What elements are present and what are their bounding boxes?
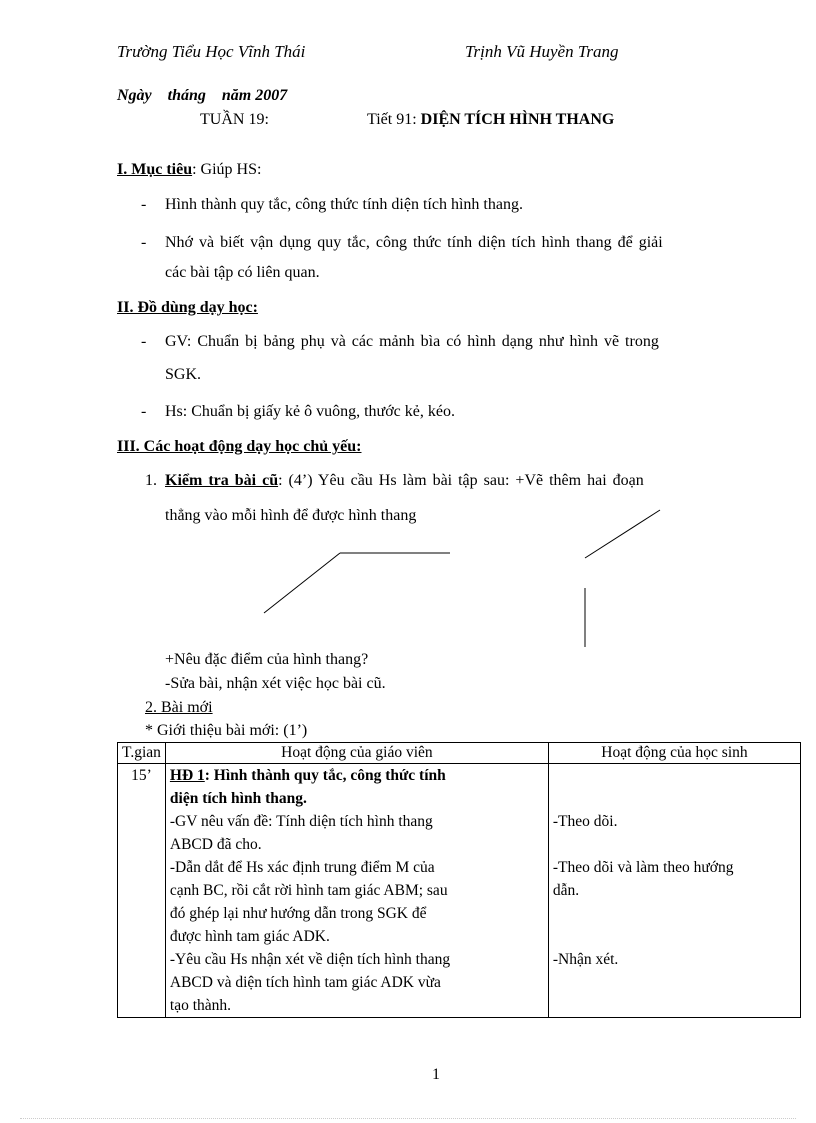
- lesson-prefix: Tiết 91:: [367, 111, 421, 128]
- teacher-line: được hình tam giác ADK.: [169, 928, 330, 945]
- school-name: Trường Tiểu Học Vĩnh Thái: [117, 42, 306, 61]
- objective-item: Nhớ và biết vận dụng quy tắc, công thức tính diện tích hình thang để giải: [165, 234, 663, 251]
- date-line: Ngày tháng năm 2007: [117, 87, 288, 104]
- section-3-heading: III. Các hoạt động dạy học chủ yếu:: [117, 438, 362, 455]
- teacher-line: -GV nêu vấn đề: Tính diện tích hình thang: [169, 813, 433, 830]
- student-line: -Theo dõi và làm theo hướng: [552, 859, 734, 876]
- activity-label: HĐ 1: [169, 767, 205, 784]
- teacher-name: Trịnh Vũ Huyền Trang: [465, 42, 619, 61]
- step-2-label: 2. Bài mới: [145, 699, 213, 716]
- material-item: GV: Chuẩn bị bảng phụ và các mảnh bìa có hình dạng như hình vẽ trong: [165, 333, 659, 350]
- table-row: [118, 764, 801, 1018]
- activity-title-1: : Hình thành quy tắc, công thức tính: [204, 767, 446, 784]
- material-item: Hs: Chuẩn bị giấy kẻ ô vuông, thước kẻ, kéo.: [165, 403, 455, 420]
- figure-1-slant-segment: [264, 553, 340, 613]
- teacher-line: tạo thành.: [169, 997, 232, 1014]
- objective-item-cont: các bài tập có liên quan.: [165, 264, 320, 281]
- teacher-line: cạnh BC, rồi cắt rời hình tam giác ABM; sau: [169, 882, 448, 899]
- step-1-text-cont: thẳng vào mỗi hình để được hình thang: [165, 507, 417, 524]
- header-student-activity: Hoạt động của học sinh: [548, 743, 800, 764]
- section-2-heading: II. Đồ dùng dạy học:: [117, 299, 258, 316]
- bullet-dash: -: [141, 333, 147, 350]
- bullet-dash: -: [141, 234, 147, 251]
- page-bottom-divider: [20, 1118, 796, 1119]
- lesson-plan-table: [117, 742, 801, 1018]
- activity-title: [170, 764, 544, 787]
- teacher-line: ABCD đã cho.: [169, 836, 262, 853]
- lesson-name: DIỆN TÍCH HÌNH THANG: [420, 111, 615, 128]
- figure-2-slant-segment: [585, 510, 660, 558]
- step-1-label: Kiểm tra bài cũ: [165, 472, 279, 489]
- review-text: -Sửa bài, nhận xét việc học bài cũ.: [165, 675, 386, 692]
- page-number: 1: [432, 1066, 440, 1083]
- student-activity-cell: [548, 764, 800, 1018]
- teacher-line: ABCD và diện tích hình tam giác ADK vừa: [169, 974, 441, 991]
- table-header-row: [118, 743, 801, 764]
- teacher-activity-cell: [165, 764, 548, 1018]
- step-1-number: 1.: [145, 472, 157, 489]
- header-time: T.gian: [118, 743, 166, 764]
- time-cell: 15’: [118, 764, 166, 1018]
- step-1-text: : (4’) Yêu cầu Hs làm bài tập sau: +Vẽ thêm hai đoạn: [278, 472, 644, 489]
- header-teacher-activity: Hoạt động của giáo viên: [165, 743, 548, 764]
- teacher-line: -Yêu cầu Hs nhận xét về diện tích hình thang: [169, 951, 451, 968]
- objective-item: Hình thành quy tắc, công thức tính diện tích hình thang.: [165, 196, 523, 213]
- teacher-line: đó ghép lại như hướng dẫn trong SGK để: [169, 905, 427, 922]
- activity-title-2: diện tích hình thang.: [169, 790, 307, 807]
- student-line: -Nhận xét.: [552, 951, 619, 968]
- student-line: -Theo dõi.: [552, 813, 618, 830]
- bullet-dash: -: [141, 196, 147, 213]
- intro-new-lesson: * Giới thiệu bài mới: (1’): [145, 722, 308, 739]
- teacher-line: -Dẫn dắt để Hs xác định trung điểm M của: [169, 859, 435, 876]
- section-1-intro: : Giúp HS:: [192, 161, 262, 178]
- section-1-title: I. Mục tiêu: [117, 161, 193, 178]
- bullet-dash: -: [141, 403, 147, 420]
- week-label: TUẦN 19:: [200, 111, 269, 128]
- student-line: dẫn.: [552, 882, 580, 899]
- material-item-cont: SGK.: [165, 366, 202, 383]
- question-text: +Nêu đặc điểm của hình thang?: [165, 651, 369, 668]
